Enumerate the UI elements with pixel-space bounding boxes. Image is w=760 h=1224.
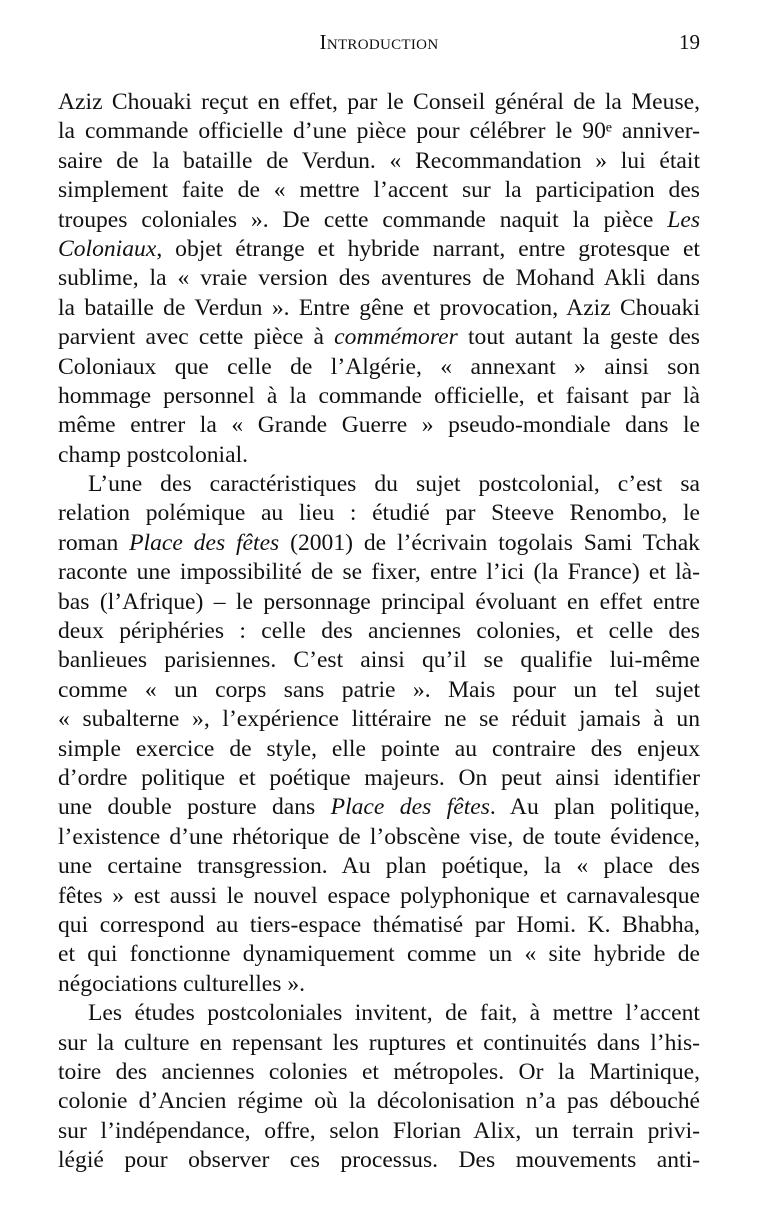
text-line bbox=[58, 235, 700, 264]
line-text: comme « un corps sans patrie ». Mais pour un tel sujet bbox=[58, 676, 700, 703]
line-text: simple exercice de style, elle pointe au contraire des enjeux bbox=[58, 735, 700, 762]
text-line bbox=[58, 353, 700, 382]
line-text: la bataille de Verdun ». Entre gêne et provocation, Aziz Chouaki bbox=[58, 294, 700, 321]
text-line bbox=[58, 206, 700, 235]
italic-text: Place des fêtes bbox=[129, 529, 280, 556]
text-line bbox=[58, 558, 700, 587]
text-line bbox=[58, 911, 700, 940]
text-line bbox=[58, 970, 700, 999]
text-line bbox=[58, 852, 700, 881]
text-line bbox=[58, 882, 700, 911]
text-line bbox=[58, 441, 700, 470]
line-text: roman bbox=[58, 529, 130, 556]
text-line bbox=[58, 411, 700, 440]
text-line bbox=[58, 735, 700, 764]
line-text: tout autant la geste des bbox=[457, 324, 700, 351]
text-line bbox=[58, 676, 700, 705]
line-text: (2001) de l’écrivain togolais Sami Tchak bbox=[279, 529, 700, 556]
line-text: l’existence d’une rhétorique de l’obscène vise, de toute évidence, bbox=[58, 823, 700, 850]
line-text: la commande officielle d’une pièce pour célébrer le 90ᵉ anniver- bbox=[58, 118, 700, 145]
line-text: d’ordre politique et poétique majeurs. On peut ainsi identifier bbox=[58, 764, 700, 791]
text-line bbox=[58, 147, 700, 176]
text-line bbox=[58, 264, 700, 293]
line-text: sublime, la « vraie version des aventures de Mohand Akli dans bbox=[58, 265, 700, 292]
line-text: toire des anciennes colonies et métropoles. Or la Martinique, bbox=[58, 1058, 700, 1085]
running-title: Introduction bbox=[319, 30, 439, 54]
text-line bbox=[58, 88, 700, 117]
text-line bbox=[58, 999, 700, 1028]
text-line bbox=[58, 323, 700, 352]
line-text: troupes coloniales ». De cette commande naquit la pièce bbox=[58, 206, 668, 233]
line-text: légié pour observer ces processus. Des mouvements anti- bbox=[58, 1147, 700, 1174]
line-text: et qui fonctionne dynamiquement comme un « site hybride de bbox=[58, 941, 700, 968]
italic-text: Place des fêtes bbox=[330, 794, 490, 821]
text-line bbox=[58, 1117, 700, 1146]
text-line bbox=[58, 1087, 700, 1116]
text-line bbox=[58, 764, 700, 793]
page-number: 19 bbox=[679, 30, 700, 54]
text-line bbox=[58, 1058, 700, 1087]
line-text: sur l’indépendance, offre, selon Florian Alix, un terrain privi- bbox=[58, 1117, 700, 1144]
text-line bbox=[58, 646, 700, 675]
line-text: . Au plan politique, bbox=[489, 794, 700, 821]
text-line bbox=[58, 1146, 700, 1175]
running-head bbox=[58, 30, 700, 64]
line-text: colonie d’Ancien régime où la décolonisation n’a pas débouché bbox=[58, 1088, 700, 1115]
text-line bbox=[58, 940, 700, 969]
text-line bbox=[58, 823, 700, 852]
line-text: saire de la bataille de Verdun. « Recommandation » lui était bbox=[58, 147, 700, 174]
italic-text: commémorer bbox=[334, 324, 458, 351]
line-text: , objet étrange et hybride narrant, entre grotesque et bbox=[156, 235, 700, 262]
line-text: qui correspond au tiers-espace thématisé par Homi. K. Bhabha, bbox=[58, 911, 700, 938]
line-text: Les études postcoloniales invitent, de fait, à mettre l’accent bbox=[88, 1000, 700, 1027]
line-text: parvient avec cette pièce à bbox=[58, 324, 335, 351]
line-text: hommage personnel à la commande officielle, et faisant par là bbox=[58, 382, 700, 409]
line-text: bas (l’Afrique) – le personnage principal évoluant en effet entre bbox=[58, 588, 700, 615]
text-line bbox=[58, 617, 700, 646]
line-text: Aziz Chouaki reçut en effet, par le Conseil général de la Meuse, bbox=[58, 89, 700, 115]
line-text: « subalterne », l’expérience littéraire ne se réduit jamais à un bbox=[58, 706, 700, 733]
line-text: fêtes » est aussi le nouvel espace polyphonique et carnavalesque bbox=[58, 882, 700, 909]
text-line bbox=[58, 382, 700, 411]
italic-text: Les bbox=[667, 206, 700, 233]
line-text: Coloniaux que celle de l’Algérie, « annexant » ainsi son bbox=[58, 353, 700, 380]
text-line bbox=[58, 705, 700, 734]
text-line bbox=[58, 793, 700, 822]
line-text: sur la culture en repensant les ruptures et continuités dans l’his- bbox=[58, 1029, 700, 1056]
line-text: champ postcolonial. bbox=[58, 441, 249, 468]
text-line bbox=[58, 588, 700, 617]
text-line bbox=[58, 470, 700, 499]
line-text: relation polémique au lieu : étudié par Steeve Renombo, le bbox=[58, 500, 700, 527]
line-text: même entrer la « Grande Guerre » pseudo-mondiale dans le bbox=[58, 412, 700, 439]
line-text: L’une des caractéristiques du sujet postcolonial, c’est sa bbox=[88, 471, 700, 498]
line-text: simplement faite de « mettre l’accent sur la participation des bbox=[58, 177, 700, 204]
line-text: une double posture dans bbox=[58, 794, 331, 821]
line-text: négociations culturelles ». bbox=[58, 970, 306, 997]
text-line bbox=[58, 294, 700, 323]
text-line bbox=[58, 499, 700, 528]
line-text: une certaine transgression. Au plan poétique, la « place des bbox=[58, 853, 700, 880]
text-line bbox=[58, 117, 700, 146]
line-text: raconte une impossibilité de se fixer, entre l’ici (la France) et là- bbox=[58, 559, 700, 586]
text-line bbox=[58, 529, 700, 558]
body-text bbox=[58, 88, 700, 1175]
line-text: deux périphéries : celle des anciennes colonies, et celle des bbox=[58, 618, 700, 645]
italic-text: Coloniaux bbox=[58, 235, 157, 262]
text-line bbox=[58, 1029, 700, 1058]
line-text: banlieues parisiennes. C’est ainsi qu’il se qualifie lui-même bbox=[58, 647, 700, 674]
text-line bbox=[58, 176, 700, 205]
